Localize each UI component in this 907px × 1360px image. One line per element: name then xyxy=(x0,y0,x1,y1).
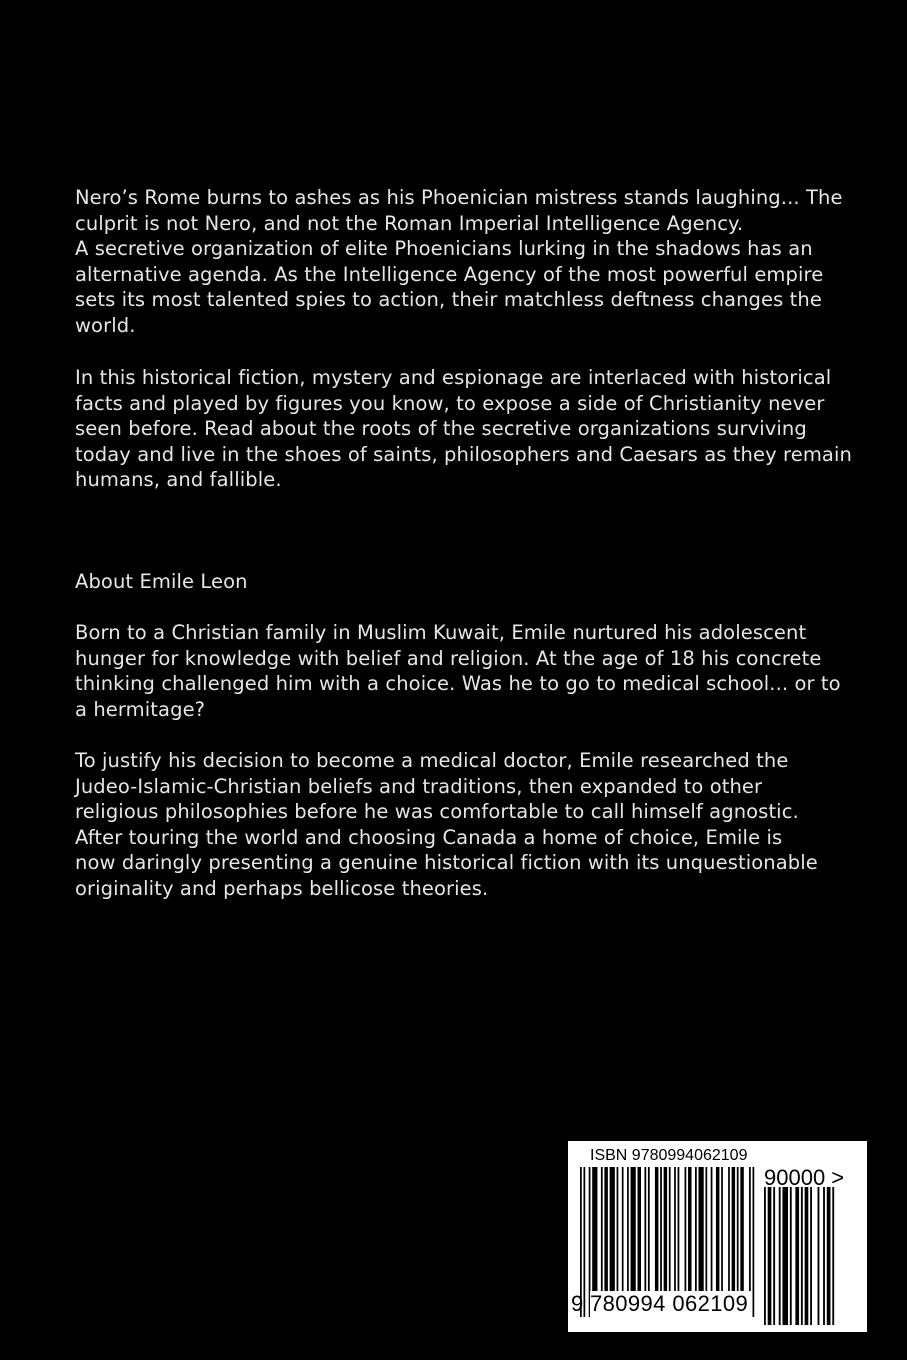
barcode-digits: 780994 062109 xyxy=(590,1291,752,1321)
about-paragraph-2 xyxy=(75,748,845,901)
text-line: After touring the world and choosing Canada a home of choice, Emile is xyxy=(75,825,783,849)
barcode-bar xyxy=(753,1167,755,1317)
barcode-bar xyxy=(805,1187,809,1325)
text-line: Nero’s Rome burns to ashes as his Phoenician mistress stands laughing... The xyxy=(75,186,843,209)
barcode-bar xyxy=(768,1187,772,1325)
text-line: sets its most talented spies to action, their matchless deftness changes the xyxy=(75,288,822,311)
about-paragraph-1 xyxy=(75,620,845,722)
barcode-bar xyxy=(773,1187,775,1325)
barcode-bar xyxy=(810,1187,812,1325)
text-line: culprit is not Nero, and not the Roman Imperial Intelligence Agency. xyxy=(75,211,744,235)
text-line: alternative agenda. As the Intelligence Agency of the most powerful empire xyxy=(75,262,824,286)
isbn-barcode xyxy=(568,1141,867,1332)
text-line: Judeo-Islamic-Christian beliefs and traditions, then expanded to other xyxy=(75,774,763,798)
text-line: humans, and fallible. xyxy=(75,468,282,491)
text-line: Born to a Christian family in Muslim Kuwait, Emile nurtured his adolescent xyxy=(75,621,807,644)
barcode-bar xyxy=(823,1187,825,1325)
text-line: religious philosophies before he was comfortable to call himself agnostic. xyxy=(75,800,799,823)
barcode-bar xyxy=(583,1167,585,1317)
barcode-bar xyxy=(827,1187,831,1325)
about-author-heading: About Emile Leon xyxy=(75,570,248,593)
text-line: To justify his decision to become a medical doctor, Emile researched the xyxy=(75,749,789,772)
text-line: A secretive organization of elite Phoenicians lurking in the shadows has an xyxy=(75,237,813,260)
isbn-label: ISBN 9780994062109 xyxy=(590,1147,748,1164)
barcode-bar xyxy=(779,1187,781,1325)
barcode-bar xyxy=(832,1187,834,1325)
barcode-addon-digits: 90000 > xyxy=(764,1165,845,1190)
blurb-paragraph-1 xyxy=(75,185,845,338)
barcode-bar xyxy=(764,1187,766,1325)
blurb-paragraph-2 xyxy=(75,365,852,493)
text-line: facts and played by figures you know, to expose a side of Christianity never xyxy=(75,391,825,415)
barcode-first-digit: 9 xyxy=(571,1291,584,1316)
barcode-bar xyxy=(795,1187,799,1325)
text-line: seen before. Read about the roots of the secretive organizations surviving xyxy=(75,417,807,440)
barcode-bar xyxy=(790,1187,792,1325)
text-line: thinking challenged him with a choice. Was he to go to medical school... or to xyxy=(75,672,841,695)
barcode-bar xyxy=(818,1187,820,1325)
barcode-bar xyxy=(782,1187,788,1325)
text-line: now daringly presenting a genuine historical fiction with its unquestionable xyxy=(75,851,818,874)
addon-barcode-bars-icon xyxy=(764,1187,836,1325)
text-line: world. xyxy=(75,313,136,337)
barcode-bar xyxy=(801,1187,803,1325)
text-line: a hermitage? xyxy=(75,697,206,721)
text-line: In this historical fiction, mystery and espionage are interlaced with historical xyxy=(75,366,832,389)
text-line: hunger for knowledge with belief and religion. At the age of 18 his concrete xyxy=(75,646,822,670)
text-line: originality and perhaps bellicose theories. xyxy=(75,876,489,900)
text-line: today and live in the shoes of saints, philosophers and Caesars as they remain xyxy=(75,442,852,466)
